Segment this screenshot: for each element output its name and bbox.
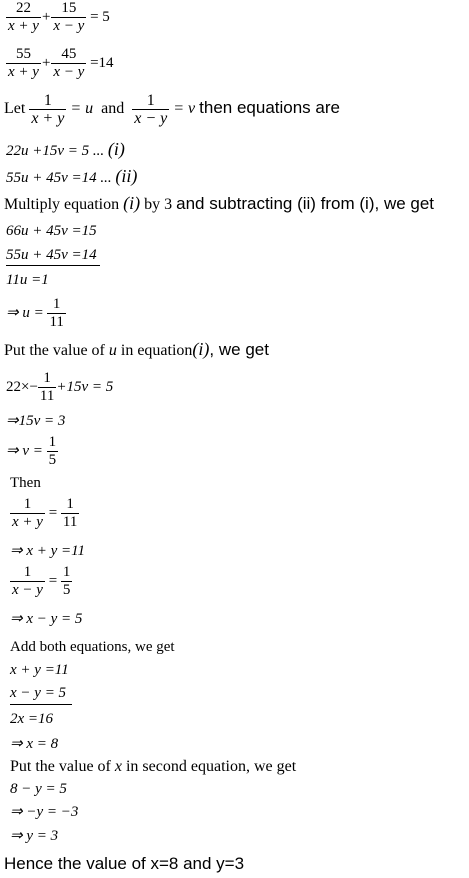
substitute-line: 22×− $\frac{1}{11}$ +15v = 5 [6, 370, 114, 404]
multiply-instruction: Multiply equation (i) by 3 and subtracting (ii) from (i), we get [4, 193, 435, 213]
then-eq-2: $\frac{1}{x - y}$ = $\frac{1}{5}$ [12, 564, 71, 598]
x-value: ⇒ x = 8 [10, 736, 59, 752]
equation-1: $\frac{22}{x + y}$ + $\frac{15}{x - y}$ = 5 [8, 0, 110, 34]
fraction: $\frac{55}{x + y}$ [8, 46, 39, 80]
fraction: $\frac{1}{11}$ [62, 496, 78, 530]
let-substitution: Let $\frac{1}{x + y}$ = u and $\frac{1}{x - y}$ = v then equations are [4, 92, 340, 127]
final-answer: Hence the value of x=8 and y=3 [4, 854, 245, 873]
sub-line-1: 66u + 45v =15 [6, 223, 97, 239]
sub-line-2: 55u + 45v =14 [6, 247, 97, 263]
then-eq-1: $\frac{1}{x + y}$ = $\frac{1}{11}$ [12, 496, 78, 530]
fraction: $\frac{15}{x - y}$ [53, 0, 85, 34]
y-value: ⇒ y = 3 [10, 828, 59, 844]
fraction: $\frac{1}{11}$ [39, 370, 55, 404]
system-eq-ii: 55u + 45v =14 ... (ii) [6, 166, 138, 186]
subtraction-rule [6, 265, 100, 266]
sub-result: 11u =1 [6, 272, 49, 288]
put-value-x: Put the value of x in second equation, we get [10, 758, 297, 775]
addition-rule [10, 704, 72, 705]
fraction: $\frac{1}{11}$ [49, 296, 64, 330]
add-result: 2x =16 [10, 711, 54, 727]
equation-2: $\frac{55}{x + y}$ + $\frac{45}{x - y}$ =14 [8, 46, 114, 80]
y-step-1: 8 − y = 5 [10, 781, 67, 797]
fraction: $\frac{22}{x + y}$ [8, 0, 39, 34]
fraction: $\frac{1}{x - y}$ [12, 564, 43, 598]
then-label: Then [10, 475, 41, 491]
u-value: ⇒ u = $\frac{1}{11}$ [6, 296, 64, 330]
fraction: $\frac{1}{x - y}$ [134, 92, 168, 127]
add-both-text: Add both equations, we get [10, 639, 175, 655]
then-result-1: ⇒ x + y =11 [10, 543, 86, 559]
add-line-1: x + y =11 [10, 662, 69, 678]
y-step-2: ⇒ −y = −3 [10, 804, 79, 820]
fraction: $\frac{1}{5}$ [62, 564, 71, 598]
put-value-u: Put the value of u in equation(i), we get [4, 339, 269, 359]
fraction: $\frac{1}{5}$ [48, 434, 57, 468]
system-eq-i: 22u +15v = 5 ... (i) [6, 139, 125, 159]
then-result-2: ⇒ x − y = 5 [10, 611, 83, 627]
fraction: $\frac{45}{x - y}$ [53, 46, 85, 80]
v-step: ⇒15v = 3 [6, 413, 66, 429]
v-value: ⇒ v = $\frac{1}{5}$ [6, 434, 57, 468]
fraction: $\frac{1}{x + y}$ [12, 496, 43, 530]
fraction: $\frac{1}{x + y}$ [31, 92, 65, 127]
add-line-2: x − y = 5 [10, 685, 67, 701]
